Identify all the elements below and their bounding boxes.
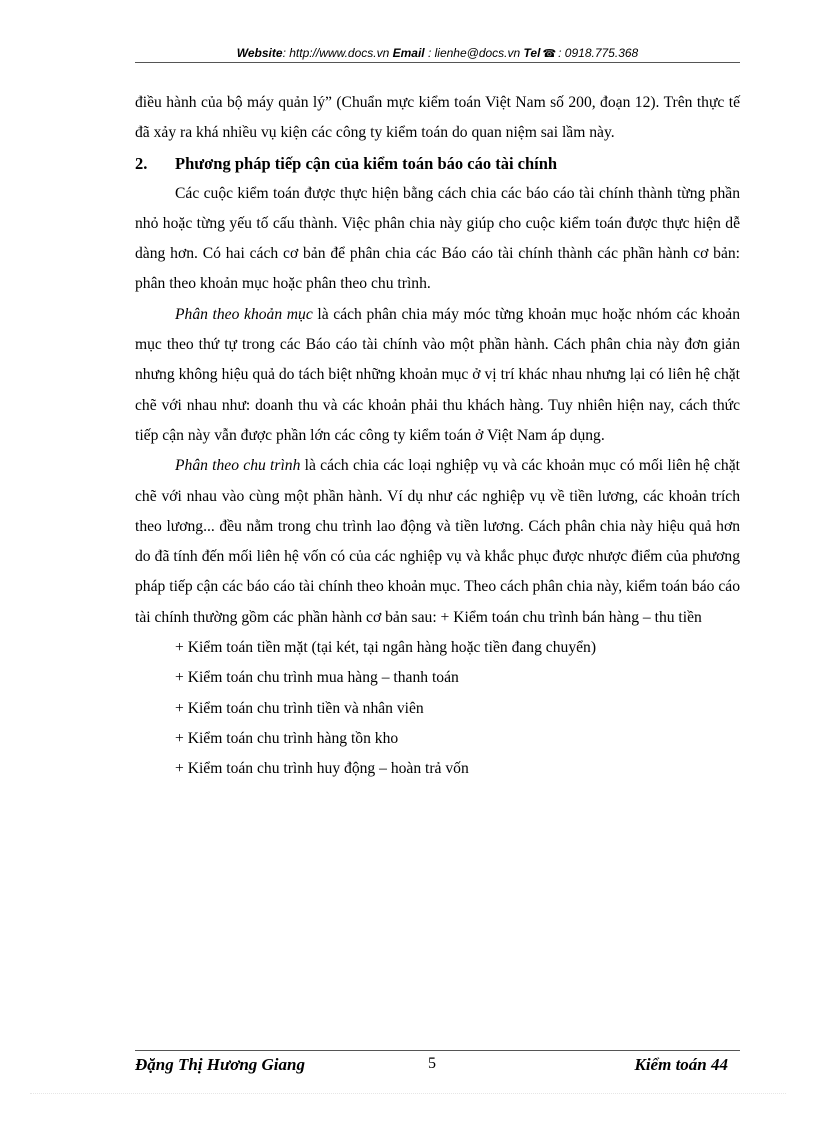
page-footer xyxy=(135,1050,740,1081)
section-number: 2. xyxy=(135,153,148,173)
email-value: : lienhe@docs.vn xyxy=(424,46,524,60)
list-item: + Kiểm toán chu trình hàng tồn kho xyxy=(175,729,399,747)
term-by-account: Phân theo khoản mục xyxy=(175,305,313,323)
page-content xyxy=(135,88,740,785)
page-number: 5 xyxy=(428,1055,436,1072)
phone-icon: ☎ xyxy=(542,48,557,60)
tel-value: : 0918.775.368 xyxy=(558,46,639,60)
footer-course: Kiểm toán 44 xyxy=(634,1055,728,1074)
page-bottom-divider xyxy=(30,1093,786,1094)
term-by-cycle: Phân theo chu trình xyxy=(175,457,301,475)
footer-author: Đặng Thị Hương Giang xyxy=(135,1055,305,1074)
cycle-list xyxy=(175,633,740,784)
page-header xyxy=(135,46,740,63)
email-label: Email xyxy=(392,46,425,60)
section-heading xyxy=(135,149,740,179)
section-title: Phương pháp tiếp cận của kiểm toán báo cáo tài chính xyxy=(175,153,558,173)
paragraph-by-cycle-text: là cách chia các loại nghiệp vụ và các khoản mục có mối liên hệ chặt chẽ với nhau vào cùng một phần hành. Ví dụ như các nghiệp vụ về tiền lương, các khoản trích theo lương... đều nằm trong chu trình lao động và tiền lương. Cách phân chia này hiệu quả hơn do đã tính đến mối liên hệ vốn có của các nghiệp vụ và khắc phục được nhược điểm của phương pháp tiếp cận các báo cáo tài chính theo khoản mục. Theo cách phân chia này, kiểm toán báo cáo tài chính thường gồm các phần hành cơ bản sau: + Kiểm toán chu trình bán hàng – thu tiền xyxy=(135,457,740,626)
list-item: + Kiểm toán chu trình mua hàng – thanh toán xyxy=(175,669,459,687)
list-item: + Kiểm toán chu trình huy động – hoàn trả vốn xyxy=(175,760,469,778)
website-value: : http://www.docs.vn xyxy=(282,46,393,60)
list-item: + Kiểm toán tiền mặt (tại két, tại ngân hàng hoặc tiền đang chuyển) xyxy=(175,639,597,657)
list-item: + Kiểm toán chu trình tiền và nhân viên xyxy=(175,699,424,717)
paragraph-by-account xyxy=(135,300,740,451)
paragraph-by-account-text: là cách phân chia máy móc từng khoản mục hoặc nhóm các khoản mục theo thứ tự trong các Báo cáo tài chính vào một phần hành. Cách phân chia này đơn giản nhưng không hiệu quả do tách biệt những khoản mục ở vị trí khác nhau nhưng lại có liên hệ chặt chẽ với nhau như: doanh thu và các khoản phải thu khách hàng. Tuy nhiên hiện nay, cách thức tiếp cận này vẫn được phần lớn các công ty kiểm toán ở Việt Nam áp dụng. xyxy=(135,305,740,444)
paragraph-continuation: điều hành của bộ máy quản lý” (Chuẩn mực kiểm toán Việt Nam số 200, đoạn 12). Trên thực tế đã xảy ra khá nhiều vụ kiện các công ty kiểm toán do quan niệm sai lầm này. xyxy=(135,94,740,142)
tel-label: Tel xyxy=(523,46,541,60)
website-label: Website xyxy=(236,46,283,60)
paragraph-by-cycle xyxy=(135,451,740,633)
paragraph-intro: Các cuộc kiểm toán được thực hiện bằng cách chia các báo cáo tài chính thành từng phần nhỏ hoặc từng yếu tố cấu thành. Việc phân chia này giúp cho cuộc kiểm toán được thực hiện dễ dàng hơn. Có hai cách cơ bản để phân chia các Báo cáo tài chính thành các phần hành cơ bản: phân theo khoản mục hoặc phân theo chu trình. xyxy=(135,184,740,293)
